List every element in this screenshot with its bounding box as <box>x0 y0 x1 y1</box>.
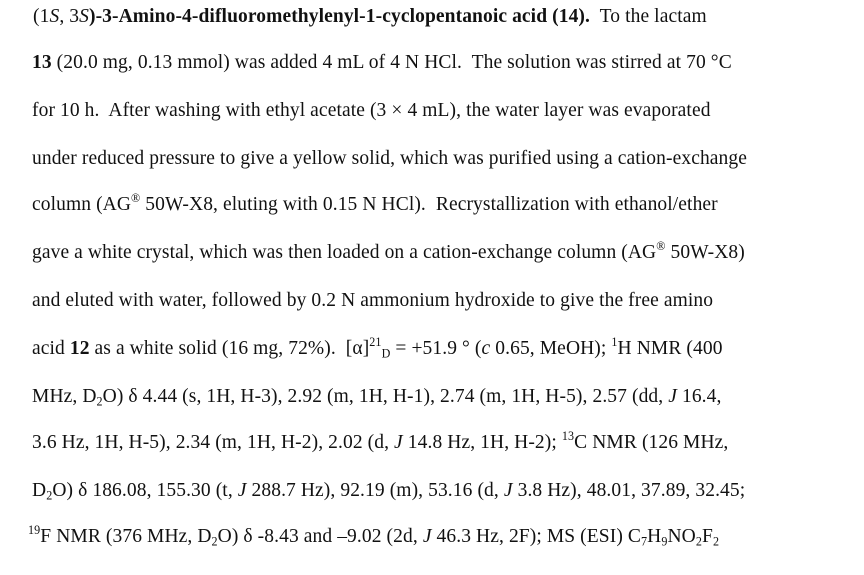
text-run: 21 <box>369 335 382 350</box>
text-run: and eluted with water, followed by 0.2 N ammonium hydroxide to give the free amino <box>32 290 714 311</box>
text-run: S <box>79 6 89 27</box>
text-line-3 <box>32 100 864 122</box>
text-line-9 <box>32 386 864 408</box>
text-run: 13 <box>561 429 575 444</box>
text-run: F NMR (376 MHz, D <box>40 526 212 547</box>
text-run: 46.3 Hz, 2F); MS (ESI) C <box>431 526 641 547</box>
text-run: J <box>422 526 432 547</box>
text-run: 12 <box>69 338 90 359</box>
text-run: column (AG <box>32 194 132 215</box>
text-line-2 <box>32 52 864 74</box>
text-run: D <box>381 346 391 361</box>
text-run: 3.6 Hz, 1H, H-5), 2.34 (m, 1H, H-2), 2.02 (d, <box>32 432 395 453</box>
text-run: O) δ 4.44 (s, 1H, H-3), 2.92 (m, 1H, H-1), 2.74 (m, 1H, H-5), 2.57 (dd, <box>102 386 669 407</box>
text-line-11 <box>32 480 864 502</box>
text-run: acid <box>32 338 70 359</box>
text-run: = +51.9 ° ( <box>390 338 482 359</box>
text-run: H <box>647 526 662 547</box>
text-run: 288.7 Hz), 92.19 (m), 53.16 (d, <box>246 480 504 501</box>
text-run: J <box>503 480 513 501</box>
text-run: S <box>49 6 60 27</box>
text-run: 16.4, <box>677 386 722 407</box>
text-run: 14.8 Hz, 1H, H-2); <box>402 432 562 453</box>
text-run: ® <box>131 191 141 206</box>
text-line-12 <box>28 523 864 549</box>
text-run: 0.65, MeOH); <box>490 338 612 359</box>
text-run: O) δ -8.43 and –9.02 (2d, <box>217 526 423 547</box>
text-run: 3.8 Hz), 48.01, 37.89, 32.45; <box>512 480 746 501</box>
text-run: F <box>701 526 713 547</box>
text-run: c <box>481 338 491 359</box>
text-run: 13 <box>32 52 52 73</box>
text-run: 2 <box>96 394 103 409</box>
text-run: ® <box>656 239 666 254</box>
text-line-10 <box>32 429 864 454</box>
text-run: 19 <box>28 523 41 538</box>
text-run: C NMR (126 MHz, <box>574 432 729 453</box>
text-run: To the lactam <box>590 6 707 27</box>
text-run: 1 <box>611 335 618 350</box>
text-line-5 <box>32 191 864 216</box>
text-run: O) δ 186.08, 155.30 (t, <box>52 480 238 501</box>
text-run: 9 <box>661 534 668 549</box>
text-run: J <box>394 432 403 453</box>
text-line-1 <box>33 6 864 28</box>
text-run: 2 <box>46 488 53 503</box>
text-run: 50W-X8, eluting with 0.15 N HCl). Recrystallization with ethanol/ether <box>140 194 718 215</box>
text-run: under reduced pressure to give a yellow solid, which was purified using a cation-exchange <box>32 148 748 169</box>
text-line-7 <box>32 290 864 312</box>
text-run: (1 <box>33 6 50 27</box>
text-run: D <box>32 480 47 501</box>
text-run: , 3 <box>59 6 80 27</box>
text-run: MHz, D <box>32 386 97 407</box>
text-run: NO <box>667 526 696 547</box>
text-run: 2 <box>712 534 720 549</box>
text-run: )-3-Amino-4-difluoromethylenyl-1-cyclopentanoic acid (14). <box>88 6 590 27</box>
text-run: (20.0 mg, 0.13 mmol) was added 4 mL of 4 N HCl. The solution was stirred at 70 °C <box>51 52 732 73</box>
text-run: 2 <box>211 534 218 549</box>
text-run: J <box>668 386 677 407</box>
text-run: 7 <box>641 534 648 549</box>
text-run: for 10 h. After washing with ethyl acetate (3 × 4 mL), the water layer was evaporated <box>32 100 711 121</box>
text-line-6 <box>32 239 864 264</box>
text-run: gave a white crystal, which was then loaded on a cation-exchange column (AG <box>32 242 657 263</box>
text-run: as a white solid (16 mg, 72%). [α] <box>89 338 370 359</box>
text-run: 50W-X8) <box>665 242 745 263</box>
text-line-4 <box>32 148 864 170</box>
text-run: H NMR (400 <box>617 338 723 359</box>
text-line-8 <box>32 335 864 361</box>
text-run: 2 <box>695 534 702 549</box>
text-run: J <box>237 480 247 501</box>
